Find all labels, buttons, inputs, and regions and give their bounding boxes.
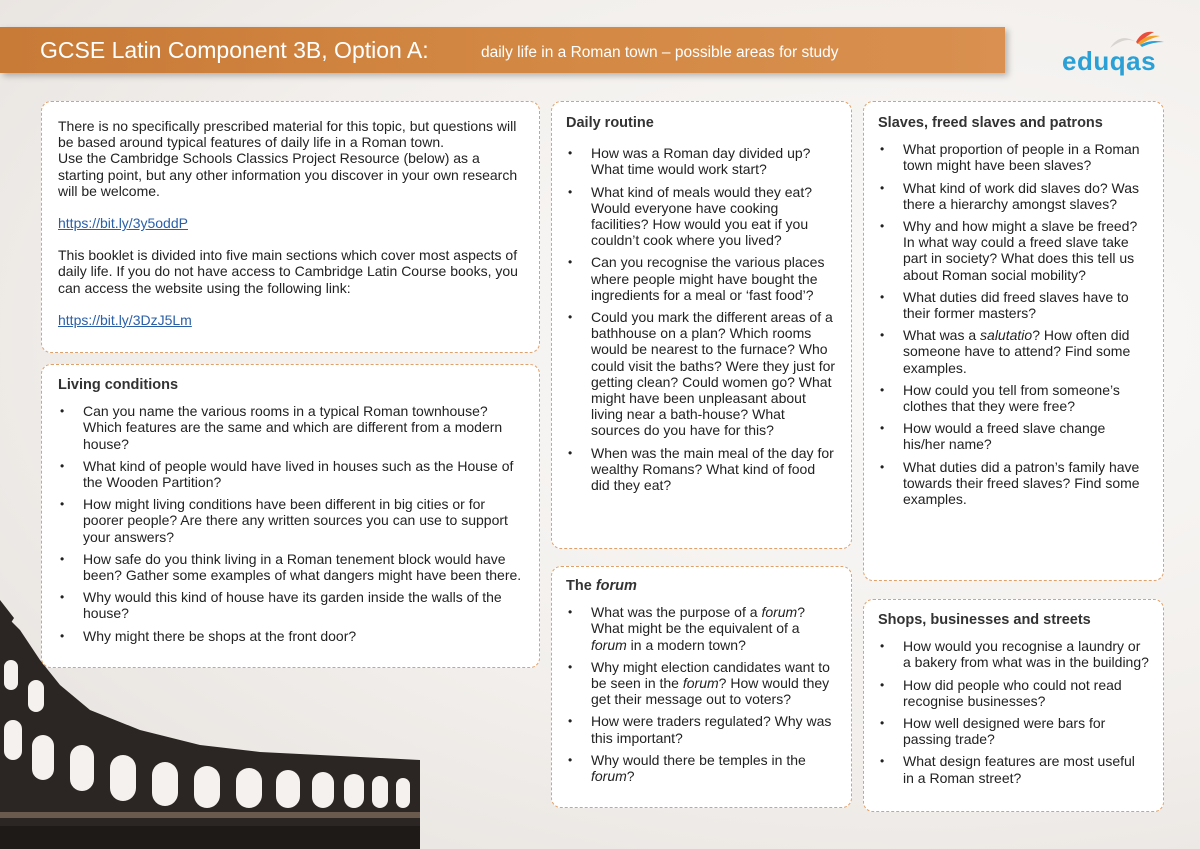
list-item: • How could you tell from someone’s clothes that they were free?: [880, 381, 1120, 415]
intro-text-1: There is no specifically prescribed material for this topic, but questions will be based around typical features of daily life in a Roman town.: [58, 118, 517, 151]
intro-text-2: Use the Cambridge Schools Classics Project Resource (below) as a starting point, but any other information you discover in your own research will be welcome.: [58, 150, 518, 199]
list-item: • Can you name the various rooms in a typical Roman townhouse? Which features are the same and which are different from a modern house?: [60, 403, 503, 452]
resource-link-1[interactable]: https://bit.ly/3y5oddP: [58, 215, 188, 232]
list-item: • What kind of people would have lived in houses such as the House of the Wooden Partition?: [60, 457, 514, 491]
intro-text-3: This booklet is divided into five main sections which cover most aspects of daily life. If you do not have access to Cambridge Latin Course books, you can access the website using the following link:: [58, 247, 518, 296]
page-title: GCSE Latin Component 3B, Option A:: [40, 37, 429, 63]
list-item: • How were traders regulated? Why was this important?: [568, 713, 832, 746]
eduqas-logo: [1058, 28, 1168, 78]
list-item: • How did people who could not read recognise businesses?: [880, 676, 1122, 709]
living-conditions-heading: Living conditions: [58, 377, 179, 393]
list-item: • What kind of work did slaves do? Was there a hierarchy amongst slaves?: [880, 179, 1140, 212]
list-item: • What duties did freed slaves have to their former masters?: [880, 288, 1129, 322]
list-item: • How would you recognise a laundry or a bakery from what was in the building?: [880, 638, 1149, 671]
daily-routine-heading: Daily routine: [566, 115, 654, 131]
list-item: • Could you mark the different areas of a bathhouse on a plan? Which rooms would be nearest to the furnace? Who could visit the baths? Were they just for getting clean? Could women go? What might have been unpleasant about living near a bath-house? What sources do you have for this?: [568, 309, 836, 439]
list-item: • When was the main meal of the day for wealthy Romans? What kind of food did they eat?: [568, 444, 834, 494]
list-item: • How safe do you think living in a Roman tenement block would have been? Gather some examples of what dangers might have been there.: [60, 550, 522, 584]
list-item: • Why might election candidates want to be seen in the forum? How would they get their message out to voters?: [568, 658, 830, 708]
resource-link-2[interactable]: https://bit.ly/3DzJ5Lm: [58, 311, 192, 328]
list-item: • Why and how might a slave be freed? In what way could a freed slave take part in society? What does this tell us about Roman social mobility?: [880, 218, 1138, 283]
list-item: • What proportion of people in a Roman town might have been slaves?: [880, 141, 1140, 174]
list-item: • Can you recognise the various places where people might have bought the ingredients for a meal or ‘fast food’?: [568, 254, 825, 303]
list-item: • Why would there be temples in the forum?: [568, 751, 806, 785]
list-item: • What duties did a patron’s family have towards their freed slaves? Find some examples.: [880, 458, 1140, 508]
list-item: • Why would this kind of house have its garden inside the walls of the house?: [60, 589, 502, 622]
daily-routine-panel: [551, 101, 852, 549]
logo-wordmark: eduqas: [1062, 46, 1157, 76]
list-item: • How was a Roman day divided up? What time would work start?: [568, 145, 811, 178]
shops-panel: [863, 599, 1164, 812]
list-item: • What design features are most useful in a Roman street?: [880, 753, 1135, 786]
list-item: • What was the purpose of a forum? What might be the equivalent of a forum in a modern town?: [568, 604, 806, 653]
list-item: • Why might there be shops at the front door?: [60, 627, 357, 644]
list-item: • How well designed were bars for passing trade?: [880, 715, 1106, 748]
intro-panel: [41, 101, 540, 353]
slaves-heading: Slaves, freed slaves and patrons: [878, 115, 1103, 131]
slaves-panel: [863, 101, 1164, 581]
list-item: • How would a freed slave change his/her name?: [880, 420, 1106, 453]
shops-heading: Shops, businesses and streets: [878, 612, 1091, 628]
page-subtitle: daily life in a Roman town – possible areas for study: [481, 44, 839, 61]
title-banner: [0, 27, 1005, 73]
list-item: • What kind of meals would they eat? Would everyone have cooking facilities? How would you eat if you couldn’t cook where you lived?: [568, 183, 813, 249]
forum-panel: [551, 566, 852, 808]
living-conditions-panel: [41, 364, 540, 668]
forum-heading: The forum: [566, 578, 637, 594]
list-item: • How might living conditions have been different in big cities or for poorer people? Are there any written sources you can use to support your answers?: [60, 496, 508, 545]
list-item: • What was a salutatio? How often did someone have to attend? Find some examples.: [880, 327, 1131, 376]
